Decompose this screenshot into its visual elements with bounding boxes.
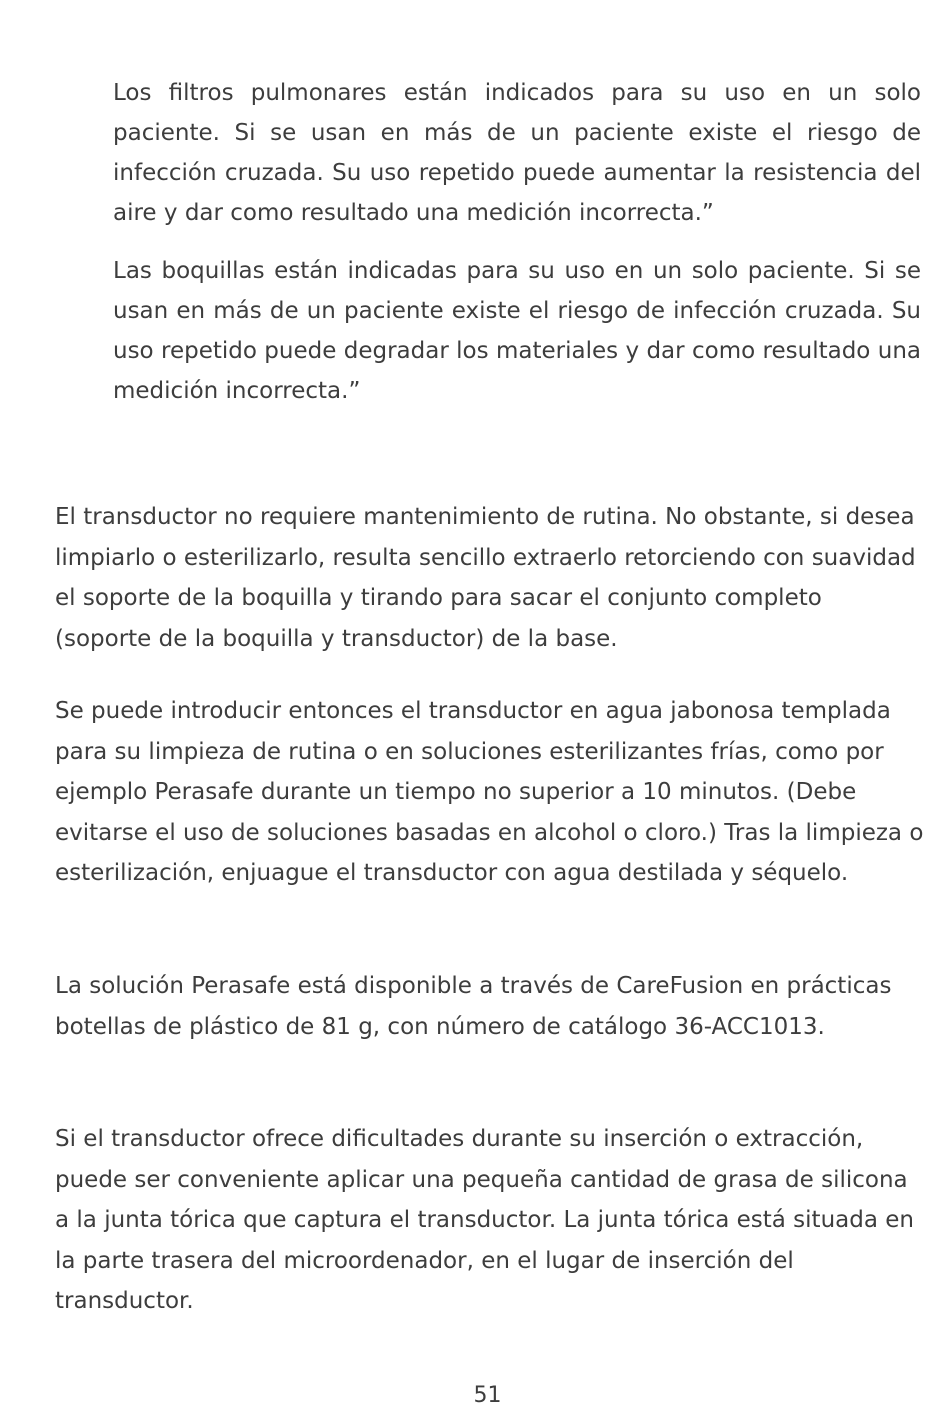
warning-paragraph-filters: Los filtros pulmonares están indicados para su uso en un solo paciente. Si se usan en más de un paciente existe el riesgo de infección cruzada. Su uso repetido puede aumentar la resistencia del aire y dar como resultado una medición incorrecta.” bbox=[113, 80, 921, 226]
page-number: 51 bbox=[473, 1383, 502, 1408]
paragraph-transducer-maintenance: El transductor no requiere mantenimiento de rutina. No obstante, si desea limpiarlo o esterilizarlo, resulta sencillo extraerlo retorciendo con suavidad el soporte de la boquilla y tirando para sacar el conjunto completo (soporte de la boquilla y transductor) de la base. bbox=[55, 504, 916, 652]
paragraph-o-ring-lubrication: Si el transductor ofrece dificultades durante su inserción o extracción, puede ser conveniente aplicar una pequeña cantidad de grasa de silicona a la junta tórica que captura el transductor. La junta tórica está situada en la parte trasera del microordenador, en el lugar de inserción del transductor. bbox=[55, 1126, 914, 1314]
paragraph-perasafe-availability: La solución Perasafe está disponible a través de CareFusion en prácticas botellas de plástico de 81 g, con número de catálogo 36-ACC1013. bbox=[55, 973, 892, 1040]
paragraph-cleaning-instructions: Se puede introducir entonces el transductor en agua jabonosa templada para su limpieza de rutina o en soluciones esterilizantes frías, como por ejemplo Perasafe durante un tiempo no superior a 10 minutos. (Debe evitarse el uso de soluciones basadas en alcohol o cloro.) Tras la limpieza o esterilización, enjuague el transductor con agua destilada y séquelo. bbox=[55, 698, 924, 886]
warning-paragraph-mouthpieces: Las boquillas están indicadas para su uso en un solo paciente. Si se usan en más de un paciente existe el riesgo de infección cruzada. Su uso repetido puede degradar los materiales y dar como resultado una medición incorrecta.” bbox=[113, 258, 921, 404]
